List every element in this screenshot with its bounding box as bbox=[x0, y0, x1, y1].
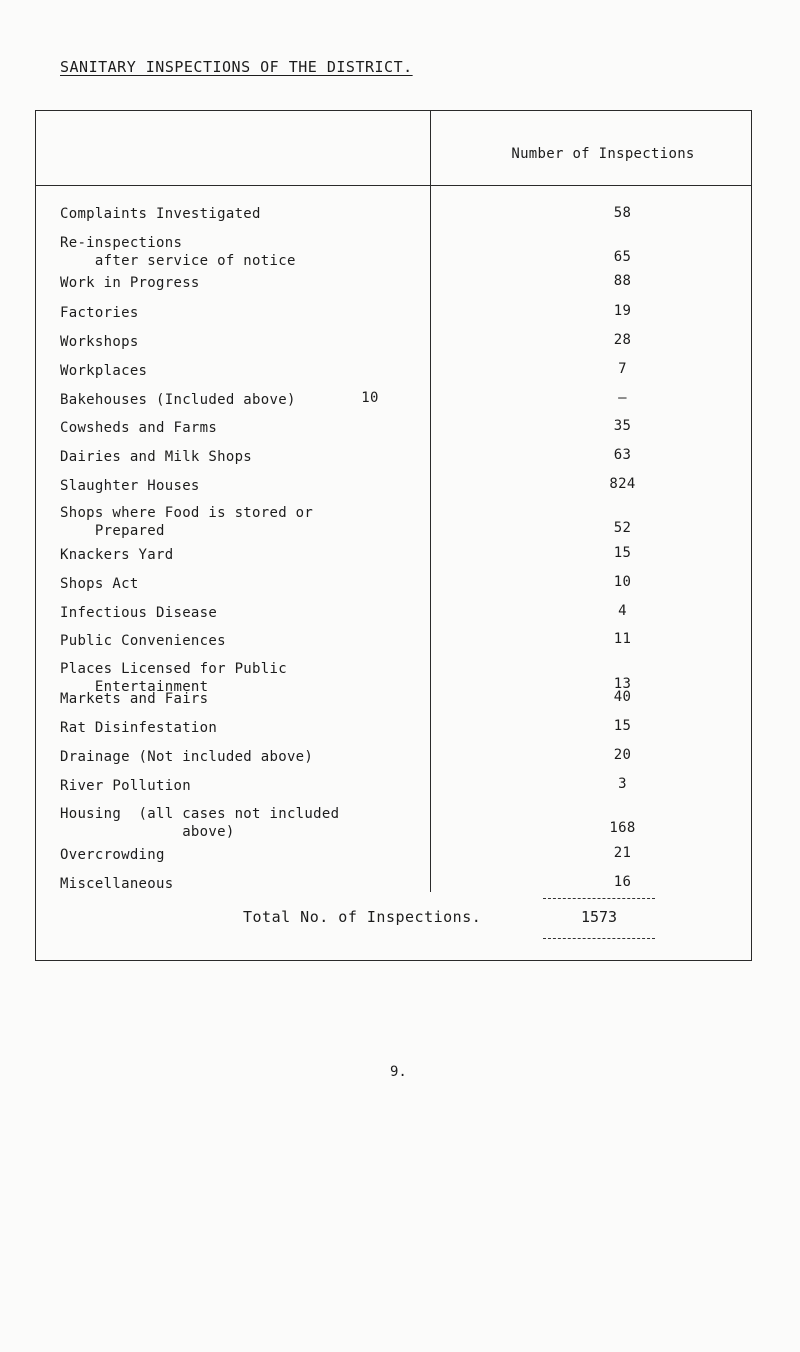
row-label: Cowsheds and Farms bbox=[60, 420, 218, 437]
row-label: Workplaces bbox=[60, 362, 148, 379]
row-value: 7 bbox=[618, 360, 627, 377]
total-label: Total No. of Inspections. bbox=[243, 908, 482, 926]
row-label: Shops Act bbox=[60, 575, 139, 592]
header-divider bbox=[430, 110, 431, 185]
total-value: 1573 bbox=[580, 908, 618, 926]
row-label: Housing (all cases not included above) bbox=[60, 805, 340, 840]
row-label: Bakehouses (Included above) bbox=[60, 391, 296, 408]
row-label: Re-inspections after service of notice bbox=[60, 234, 296, 269]
row-value: 4 bbox=[618, 602, 627, 619]
row-label: Rat Disinfestation bbox=[60, 720, 218, 736]
row-value: 168 bbox=[609, 820, 636, 837]
total-rule-bottom bbox=[543, 938, 655, 939]
row-label: Work in Progress bbox=[60, 275, 200, 292]
row-label: Knackers Yard bbox=[60, 546, 174, 563]
row-label: Public Conveniences bbox=[60, 633, 226, 650]
column-divider bbox=[430, 185, 431, 892]
row-value: 21 bbox=[613, 845, 632, 862]
total-rule-top bbox=[543, 898, 655, 899]
table-top-rule bbox=[35, 110, 752, 111]
page-title: SANITARY INSPECTIONS OF THE DISTRICT. bbox=[60, 58, 413, 76]
row-label: Complaints Investigated bbox=[60, 206, 261, 222]
row-label: Shops where Food is stored or Prepared bbox=[60, 505, 314, 540]
row-value: 16 bbox=[613, 874, 632, 890]
row-value: 824 bbox=[609, 476, 636, 493]
row-sub-value: 10 bbox=[361, 389, 379, 406]
row-label: Dairies and Milk Shops bbox=[60, 449, 253, 466]
row-value: 65 bbox=[613, 249, 632, 266]
row-value: 15 bbox=[613, 544, 632, 561]
page-number: 9. bbox=[390, 1064, 407, 1080]
row-value: 28 bbox=[613, 331, 632, 348]
row-value: 13 bbox=[613, 675, 632, 692]
row-label: Places Licensed for Public Entertainment bbox=[60, 661, 287, 696]
row-value: 40 bbox=[613, 689, 632, 706]
row-value: 20 bbox=[613, 746, 632, 763]
row-label: Miscellaneous bbox=[60, 876, 174, 892]
row-label: River Pollution bbox=[60, 777, 191, 794]
row-label: Infectious Disease bbox=[60, 604, 218, 621]
column-header: Number of Inspections bbox=[511, 146, 695, 162]
row-value: 52 bbox=[613, 519, 632, 536]
header-rule bbox=[35, 185, 752, 186]
row-label: Overcrowding bbox=[60, 847, 165, 864]
row-label: Slaughter Houses bbox=[60, 478, 200, 495]
row-value: 11 bbox=[613, 631, 632, 648]
row-label: Workshops bbox=[60, 333, 139, 350]
row-value: 35 bbox=[613, 418, 632, 435]
row-label: Markets and Fairs bbox=[60, 691, 209, 708]
row-value: 10 bbox=[613, 573, 632, 590]
row-value: 88 bbox=[613, 273, 632, 290]
row-value: 63 bbox=[613, 447, 632, 464]
row-value: 58 bbox=[613, 204, 632, 221]
row-value: 19 bbox=[613, 303, 632, 320]
row-value: 3 bbox=[618, 775, 627, 792]
table-bottom-rule bbox=[35, 960, 752, 961]
row-label: Drainage (Not included above) bbox=[60, 748, 314, 765]
row-value: 15 bbox=[613, 718, 632, 734]
row-label: Factories bbox=[60, 305, 139, 322]
row-value: – bbox=[618, 389, 627, 406]
